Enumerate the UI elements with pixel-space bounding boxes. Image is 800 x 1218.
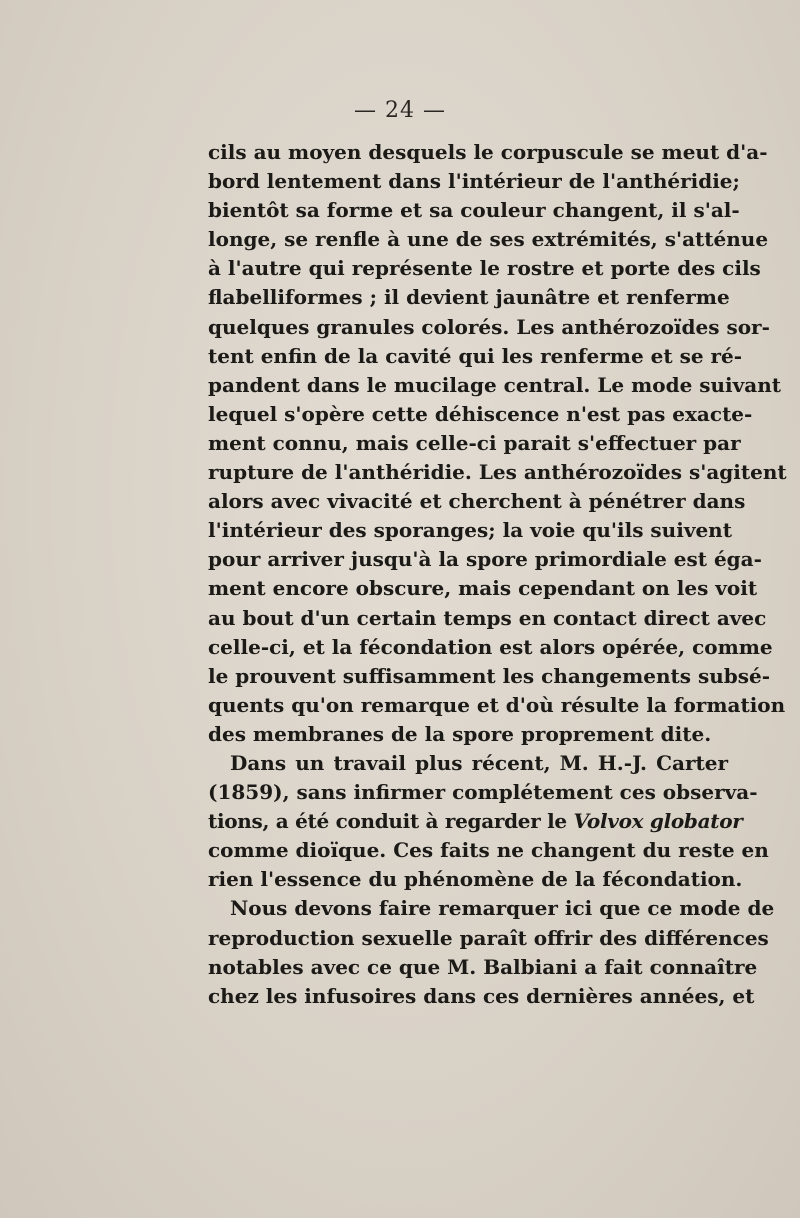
text-line: notables avec ce que M. Balbiani a fait connaître — [208, 954, 758, 979]
text-fragment: tions, a été conduit à regarder le — [208, 809, 574, 834]
text-line: pour arriver jusqu'à la spore primordiale est éga- — [208, 547, 762, 572]
text-line: celle-ci, et la fécondation est alors opérée, comme — [208, 634, 773, 659]
text-line — [208, 807, 743, 836]
text-line: bientôt sa forme et sa couleur changent, il s'al- — [208, 198, 740, 223]
text-line: (1859), sans infirmer complétement ces observa- — [208, 780, 758, 805]
text-line: tent enfin de la cavité qui les renferme et se ré- — [208, 343, 743, 368]
text-line: Dans un travail plus récent, M. H.-J. Carter — [230, 750, 728, 775]
text-line: ment encore obscure, mais cependant on les voit — [208, 576, 758, 601]
text-line: comme dioïque. Ces faits ne changent du reste en — [208, 838, 769, 863]
species-name: Volvox globator — [573, 809, 743, 834]
text-line: à l'autre qui représente le rostre et porte des cils — [208, 256, 761, 281]
text-line: quents qu'on remarque et d'où résulte la formation — [208, 692, 786, 717]
text-line: ment connu, mais celle-ci parait s'effectuer par — [208, 430, 741, 455]
body-text — [208, 138, 787, 1011]
text-line: rupture de l'anthéridie. Les anthérozoïdes s'agitent — [208, 460, 787, 485]
text-line: alors avec vivacité et cherchent à pénétrer dans — [208, 489, 746, 514]
page-number: — 24 — — [354, 98, 446, 123]
text-line: rien l'essence du phénomène de la fécondation. — [208, 867, 743, 892]
text-line: bord lentement dans l'intérieur de l'anthéridie; — [208, 169, 740, 194]
text-line: chez les infusoires dans ces dernières années, et — [208, 983, 755, 1008]
text-line: l'intérieur des sporanges; la voie qu'ils suivent — [208, 518, 732, 543]
text-line: flabelliformes ; il devient jaunâtre et renferme — [208, 285, 730, 310]
text-line: cils au moyen desquels le corpuscule se meut d'a- — [208, 140, 768, 164]
text-line: pandent dans le mucilage central. Le mode suivant — [208, 372, 782, 397]
text-line: Nous devons faire remarquer ici que ce mode de — [230, 896, 775, 921]
text-line: lequel s'opère cette déhiscence n'est pas exacte- — [208, 401, 753, 426]
text-line: au bout d'un certain temps en contact direct avec — [208, 605, 767, 630]
text-line: quelques granules colorés. Les anthérozoïdes sor- — [208, 314, 770, 339]
text-line: reproduction sexuelle paraît offrir des différences — [208, 925, 769, 950]
text-line: le prouvent suffisamment les changements subsé- — [208, 663, 771, 688]
text-line: des membranes de la spore proprement dite. — [208, 721, 712, 746]
text-line: longe, se renfle à une de ses extrémités, s'atténue — [208, 227, 769, 252]
